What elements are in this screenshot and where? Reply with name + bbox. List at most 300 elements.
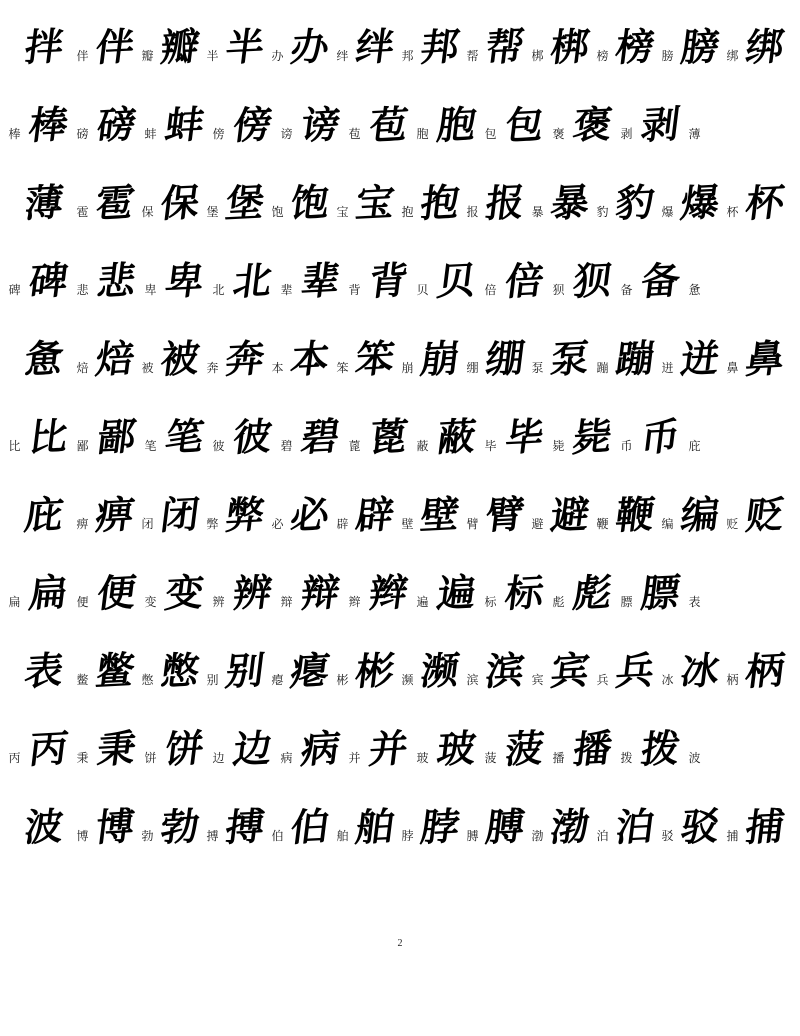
standard-char-label: 碑 xyxy=(8,283,21,297)
glyph-pair xyxy=(618,257,686,305)
cursive-glyph: 彪 xyxy=(570,569,615,616)
glyph-pair xyxy=(659,335,724,383)
standard-char-label: 鄙 xyxy=(76,439,89,453)
standard-char-label: 傍 xyxy=(212,127,225,141)
cursive-glyph: 包 xyxy=(502,101,547,148)
standard-char-label: 丙 xyxy=(8,751,21,765)
cursive-glyph: 笔 xyxy=(162,413,207,460)
standard-char-label: 杯 xyxy=(726,205,739,219)
cursive-glyph: 鞭 xyxy=(613,491,657,538)
standard-char-label: 驳 xyxy=(661,829,674,843)
glyph-pair xyxy=(204,803,269,851)
glyph-pair xyxy=(269,491,334,539)
cursive-glyph: 必 xyxy=(288,491,332,538)
standard-char-label: 边 xyxy=(212,751,225,765)
cursive-glyph: 避 xyxy=(548,491,592,538)
cursive-glyph: 梆 xyxy=(548,23,592,70)
cursive-glyph: 蔽 xyxy=(434,413,479,460)
glyph-pair xyxy=(204,491,269,539)
cursive-glyph: 壁 xyxy=(418,491,462,538)
cursive-glyph: 本 xyxy=(288,335,332,382)
standard-char-label: 伴 xyxy=(76,49,89,63)
cursive-glyph: 伯 xyxy=(288,803,332,850)
glyph-pair xyxy=(550,725,618,773)
glyph-pair xyxy=(210,569,278,617)
glyph-pair xyxy=(346,725,414,773)
standard-char-label: 滨 xyxy=(466,673,479,687)
cursive-glyph: 杯 xyxy=(743,179,787,226)
glyph-row xyxy=(0,476,800,554)
glyph-row xyxy=(0,86,800,164)
standard-char-label: 悲 xyxy=(76,283,89,297)
cursive-glyph: 倍 xyxy=(502,257,547,304)
standard-char-label: 便 xyxy=(76,595,89,609)
glyph-pair xyxy=(278,257,346,305)
glyph-row xyxy=(0,164,800,242)
standard-char-label: 半 xyxy=(206,49,219,63)
standard-char-label: 毙 xyxy=(552,439,565,453)
glyph-row xyxy=(0,788,800,866)
cursive-glyph: 丙 xyxy=(26,725,71,772)
standard-char-label: 倍 xyxy=(484,283,497,297)
glyph-pair xyxy=(550,101,618,149)
cursive-glyph: 膊 xyxy=(483,803,527,850)
cursive-glyph: 彼 xyxy=(230,413,275,460)
glyph-pair xyxy=(482,569,550,617)
cursive-glyph: 辩 xyxy=(298,569,343,616)
standard-char-label: 瘪 xyxy=(271,673,284,687)
standard-char-label: 卑 xyxy=(144,283,157,297)
cursive-glyph: 毙 xyxy=(570,413,615,460)
glyph-pair xyxy=(334,335,399,383)
standard-char-label: 柄 xyxy=(726,673,739,687)
standard-char-label: 蚌 xyxy=(144,127,157,141)
glyph-pair xyxy=(482,725,550,773)
glyph-pair xyxy=(414,725,482,773)
glyph-pair xyxy=(346,101,414,149)
cursive-glyph: 币 xyxy=(638,413,683,460)
glyph-pair xyxy=(594,179,659,227)
cursive-glyph: 备 xyxy=(638,257,683,304)
cursive-glyph: 狈 xyxy=(570,257,615,304)
glyph-pair xyxy=(724,647,789,695)
standard-char-label: 变 xyxy=(144,595,157,609)
standard-char-label: 彬 xyxy=(336,673,349,687)
glyph-pair xyxy=(464,647,529,695)
cursive-glyph: 保 xyxy=(158,179,202,226)
standard-char-label: 膘 xyxy=(620,595,633,609)
cursive-glyph: 崩 xyxy=(418,335,462,382)
cursive-glyph: 胞 xyxy=(434,101,479,148)
standard-char-label: 膀 xyxy=(661,49,674,63)
glyph-pair xyxy=(139,491,204,539)
cursive-glyph: 舶 xyxy=(353,803,397,850)
cursive-glyph: 磅 xyxy=(94,101,139,148)
glyph-pair xyxy=(74,101,142,149)
standard-char-label: 笨 xyxy=(336,361,349,375)
cursive-glyph: 扁 xyxy=(26,569,71,616)
glyph-pair xyxy=(74,413,142,461)
cursive-glyph: 办 xyxy=(288,23,332,70)
glyph-pair xyxy=(139,647,204,695)
glyph-pair xyxy=(334,491,399,539)
standard-char-label: 遍 xyxy=(416,595,429,609)
cursive-glyph: 豹 xyxy=(613,179,657,226)
glyph-row xyxy=(0,710,800,788)
cursive-glyph: 滨 xyxy=(483,647,527,694)
standard-char-label: 泵 xyxy=(531,361,544,375)
cursive-glyph: 辫 xyxy=(366,569,411,616)
standard-char-label: 辩 xyxy=(280,595,293,609)
glyph-pair xyxy=(724,23,789,71)
standard-char-label: 辟 xyxy=(336,517,349,531)
standard-char-label: 脖 xyxy=(401,829,414,843)
standard-char-label: 病 xyxy=(280,751,293,765)
glyph-pair xyxy=(724,491,789,539)
cursive-glyph: 爆 xyxy=(678,179,722,226)
glyph-pair xyxy=(74,257,142,305)
cursive-glyph: 搏 xyxy=(223,803,267,850)
glyph-pair xyxy=(529,335,594,383)
glyph-pair xyxy=(618,569,686,617)
glyph-pair xyxy=(399,647,464,695)
cursive-glyph: 憋 xyxy=(158,647,202,694)
cursive-glyph: 谤 xyxy=(298,101,343,148)
glyph-pair xyxy=(464,179,529,227)
standard-char-label: 比 xyxy=(8,439,21,453)
standard-char-label: 标 xyxy=(484,595,497,609)
standard-char-label: 菠 xyxy=(484,751,497,765)
standard-char-label: 博 xyxy=(76,829,89,843)
glyph-pair xyxy=(659,23,724,71)
glyph-pair xyxy=(334,23,399,71)
glyph-pair xyxy=(594,647,659,695)
cursive-glyph: 冰 xyxy=(678,647,722,694)
standard-char-label: 饱 xyxy=(271,205,284,219)
standard-char-label: 宝 xyxy=(336,205,349,219)
cursive-glyph: 播 xyxy=(570,725,615,772)
standard-char-label: 碧 xyxy=(280,439,293,453)
glyph-pair xyxy=(139,23,204,71)
cursive-glyph: 便 xyxy=(94,569,139,616)
cursive-glyph: 弊 xyxy=(223,491,267,538)
cursive-glyph: 辨 xyxy=(230,569,275,616)
standard-char-label: 狈 xyxy=(552,283,565,297)
glyph-pair xyxy=(414,413,482,461)
standard-char-label: 邦 xyxy=(401,49,414,63)
cursive-glyph: 宝 xyxy=(353,179,397,226)
cursive-glyph: 边 xyxy=(230,725,275,772)
standard-char-label: 拨 xyxy=(620,751,633,765)
standard-char-label: 暴 xyxy=(531,205,544,219)
cursive-glyph: 邦 xyxy=(418,23,462,70)
standard-char-label: 迸 xyxy=(661,361,674,375)
standard-char-label: 贬 xyxy=(726,517,739,531)
standard-char-label: 梆 xyxy=(531,49,544,63)
standard-char-label: 膊 xyxy=(466,829,479,843)
glyph-pair xyxy=(414,257,482,305)
glyph-pair xyxy=(399,335,464,383)
glyph-pair xyxy=(6,101,74,149)
cursive-glyph: 贬 xyxy=(743,491,787,538)
standard-char-label: 贝 xyxy=(416,283,429,297)
cursive-glyph: 柄 xyxy=(743,647,787,694)
glyph-row xyxy=(0,554,800,632)
standard-char-label: 蓖 xyxy=(348,439,361,453)
standard-char-label: 保 xyxy=(141,205,154,219)
standard-char-label: 秉 xyxy=(76,751,89,765)
cursive-glyph: 驳 xyxy=(678,803,722,850)
glyph-pair xyxy=(399,179,464,227)
standard-char-label: 壁 xyxy=(401,517,414,531)
glyph-pair xyxy=(204,179,269,227)
glyph-row xyxy=(0,320,800,398)
glyph-pair xyxy=(210,413,278,461)
glyph-pair xyxy=(529,179,594,227)
cursive-glyph: 病 xyxy=(298,725,343,772)
standard-char-label: 避 xyxy=(531,517,544,531)
standard-char-label: 彼 xyxy=(212,439,225,453)
cursive-glyph: 迸 xyxy=(678,335,722,382)
standard-char-label: 棒 xyxy=(8,127,21,141)
standard-char-label: 笔 xyxy=(144,439,157,453)
standard-char-label: 背 xyxy=(348,283,361,297)
glyph-pair xyxy=(464,491,529,539)
glyph-row xyxy=(0,8,800,86)
cursive-glyph: 毕 xyxy=(502,413,547,460)
glyph-pair xyxy=(334,179,399,227)
cursive-glyph: 宾 xyxy=(548,647,592,694)
standard-char-label: 憋 xyxy=(141,673,154,687)
glyph-pair xyxy=(482,101,550,149)
cursive-glyph: 伴 xyxy=(93,23,137,70)
glyph-pair xyxy=(269,803,334,851)
standard-char-label: 扁 xyxy=(8,595,21,609)
cursive-glyph: 瓣 xyxy=(158,23,202,70)
standard-char-label: 濒 xyxy=(401,673,414,687)
cursive-glyph: 渤 xyxy=(548,803,592,850)
glyph-pair xyxy=(618,413,686,461)
glyph-pair xyxy=(142,413,210,461)
standard-char-label: 惫 xyxy=(688,283,701,297)
standard-char-label: 帮 xyxy=(466,49,479,63)
cursive-glyph: 蚌 xyxy=(162,101,207,148)
cursive-glyph: 蓖 xyxy=(366,413,411,460)
glyph-pair xyxy=(278,725,346,773)
glyph-pair xyxy=(269,335,334,383)
cursive-glyph: 剥 xyxy=(638,101,683,148)
cursive-glyph: 瘪 xyxy=(288,647,332,694)
cursive-glyph: 绑 xyxy=(743,23,787,70)
glyph-pair xyxy=(414,101,482,149)
standard-char-label: 榜 xyxy=(596,49,609,63)
glyph-pair xyxy=(529,803,594,851)
glyph-pair xyxy=(278,413,346,461)
glyph-pair xyxy=(74,335,139,383)
cursive-glyph: 标 xyxy=(502,569,547,616)
standard-char-label: 绊 xyxy=(336,49,349,63)
standard-char-label: 饼 xyxy=(144,751,157,765)
cursive-glyph: 菠 xyxy=(502,725,547,772)
cursive-glyph: 雹 xyxy=(93,179,137,226)
cursive-glyph: 卑 xyxy=(162,257,207,304)
standard-char-label: 搏 xyxy=(206,829,219,843)
glyph-pair xyxy=(269,23,334,71)
glyph-pair xyxy=(210,101,278,149)
standard-char-label: 毕 xyxy=(484,439,497,453)
cursive-glyph: 膀 xyxy=(678,23,722,70)
standard-char-label: 被 xyxy=(141,361,154,375)
glyph-pair xyxy=(334,647,399,695)
standard-char-label: 彪 xyxy=(552,595,565,609)
glyph-pair xyxy=(346,257,414,305)
standard-char-label: 别 xyxy=(206,673,219,687)
cursive-glyph: 痹 xyxy=(93,491,137,538)
cursive-glyph: 兵 xyxy=(613,647,657,694)
glyph-pair xyxy=(204,335,269,383)
glyph-pair xyxy=(724,179,789,227)
standard-char-label: 捕 xyxy=(726,829,739,843)
glyph-pair xyxy=(6,257,74,305)
glyph-pair xyxy=(139,179,204,227)
cursive-glyph: 波 xyxy=(22,803,66,850)
cursive-glyph: 鳖 xyxy=(93,647,137,694)
standard-char-label: 瓣 xyxy=(141,49,154,63)
glyph-pair xyxy=(346,413,414,461)
cursive-glyph: 报 xyxy=(483,179,527,226)
cursive-glyph: 彬 xyxy=(353,647,397,694)
standard-char-label: 痹 xyxy=(76,517,89,531)
standard-char-label: 奔 xyxy=(206,361,219,375)
glyph-rows xyxy=(0,8,800,866)
glyph-pair xyxy=(529,491,594,539)
standard-char-label: 辨 xyxy=(212,595,225,609)
cursive-glyph: 背 xyxy=(366,257,411,304)
standard-char-label: 表 xyxy=(688,595,701,609)
cursive-glyph: 比 xyxy=(26,413,71,460)
cursive-glyph: 焙 xyxy=(93,335,137,382)
standard-char-label: 蔽 xyxy=(416,439,429,453)
standard-char-label: 堡 xyxy=(206,205,219,219)
standard-char-label: 包 xyxy=(484,127,497,141)
standard-char-label: 辈 xyxy=(280,283,293,297)
glyph-row xyxy=(0,632,800,710)
standard-char-label: 豹 xyxy=(596,205,609,219)
standard-char-label: 渤 xyxy=(531,829,544,843)
cursive-glyph: 悲 xyxy=(94,257,139,304)
glyph-pair xyxy=(6,725,74,773)
standard-char-label: 弊 xyxy=(206,517,219,531)
glyph-pair xyxy=(210,725,278,773)
standard-char-label: 勃 xyxy=(141,829,154,843)
standard-char-label: 波 xyxy=(688,751,701,765)
cursive-glyph: 薄 xyxy=(22,179,66,226)
standard-char-label: 鼻 xyxy=(726,361,739,375)
standard-char-label: 必 xyxy=(271,517,284,531)
glyph-pair xyxy=(464,335,529,383)
standard-char-label: 备 xyxy=(620,283,633,297)
cursive-glyph: 绊 xyxy=(353,23,397,70)
glyph-pair xyxy=(74,179,139,227)
cursive-glyph: 碧 xyxy=(298,413,343,460)
cursive-glyph: 辟 xyxy=(353,491,397,538)
glyph-pair xyxy=(618,101,686,149)
standard-char-label: 舶 xyxy=(336,829,349,843)
cursive-glyph: 遍 xyxy=(434,569,479,616)
cursive-glyph: 碑 xyxy=(26,257,71,304)
glyph-pair xyxy=(74,569,142,617)
cursive-glyph: 笨 xyxy=(353,335,397,382)
cursive-glyph: 变 xyxy=(162,569,207,616)
standard-char-label: 薄 xyxy=(688,127,701,141)
glyph-pair xyxy=(346,569,414,617)
page-number: 2 xyxy=(397,938,403,949)
glyph-pair xyxy=(464,803,529,851)
cursive-glyph: 泊 xyxy=(613,803,657,850)
glyph-pair xyxy=(659,647,724,695)
glyph-pair xyxy=(529,647,594,695)
glyph-pair xyxy=(142,725,210,773)
glyph-pair xyxy=(399,491,464,539)
standard-char-label: 苞 xyxy=(348,127,361,141)
glyph-pair xyxy=(269,179,334,227)
glyph-pair xyxy=(142,257,210,305)
glyph-pair xyxy=(659,491,724,539)
glyph-pair xyxy=(550,413,618,461)
glyph-row xyxy=(0,398,800,476)
standard-char-label: 伯 xyxy=(271,829,284,843)
glyph-pair xyxy=(482,257,550,305)
cursive-glyph: 膘 xyxy=(638,569,683,616)
standard-char-label: 辫 xyxy=(348,595,361,609)
glyph-pair xyxy=(74,803,139,851)
glyph-pair xyxy=(594,491,659,539)
cursive-glyph: 秉 xyxy=(94,725,139,772)
standard-char-label: 闭 xyxy=(141,517,154,531)
standard-char-label: 玻 xyxy=(416,751,429,765)
standard-char-label: 绷 xyxy=(466,361,479,375)
cursive-glyph: 半 xyxy=(223,23,267,70)
cursive-glyph: 榜 xyxy=(613,23,657,70)
cursive-glyph: 暴 xyxy=(548,179,592,226)
glyph-pair xyxy=(74,647,139,695)
glyph-pair xyxy=(74,725,142,773)
glyph-pair xyxy=(6,569,74,617)
cursive-glyph: 鄙 xyxy=(94,413,139,460)
glyph-pair xyxy=(414,569,482,617)
cursive-glyph: 编 xyxy=(678,491,722,538)
cursive-glyph: 闭 xyxy=(158,491,202,538)
cursive-glyph: 饱 xyxy=(288,179,332,226)
cursive-glyph: 辈 xyxy=(298,257,343,304)
glyph-pair xyxy=(594,803,659,851)
cursive-glyph: 脖 xyxy=(418,803,462,850)
cursive-glyph: 饼 xyxy=(162,725,207,772)
cursive-glyph: 泵 xyxy=(548,335,592,382)
glyph-pair xyxy=(482,413,550,461)
cursive-glyph: 别 xyxy=(223,647,267,694)
standard-char-label: 崩 xyxy=(401,361,414,375)
cursive-glyph: 棒 xyxy=(26,101,71,148)
standard-char-label: 褒 xyxy=(552,127,565,141)
cursive-glyph: 濒 xyxy=(418,647,462,694)
glyph-pair xyxy=(334,803,399,851)
cursive-glyph: 拌 xyxy=(22,23,66,70)
glyph-pair xyxy=(659,179,724,227)
standard-char-label: 爆 xyxy=(661,205,674,219)
glyph-pair xyxy=(142,569,210,617)
glyph-pair xyxy=(74,491,139,539)
